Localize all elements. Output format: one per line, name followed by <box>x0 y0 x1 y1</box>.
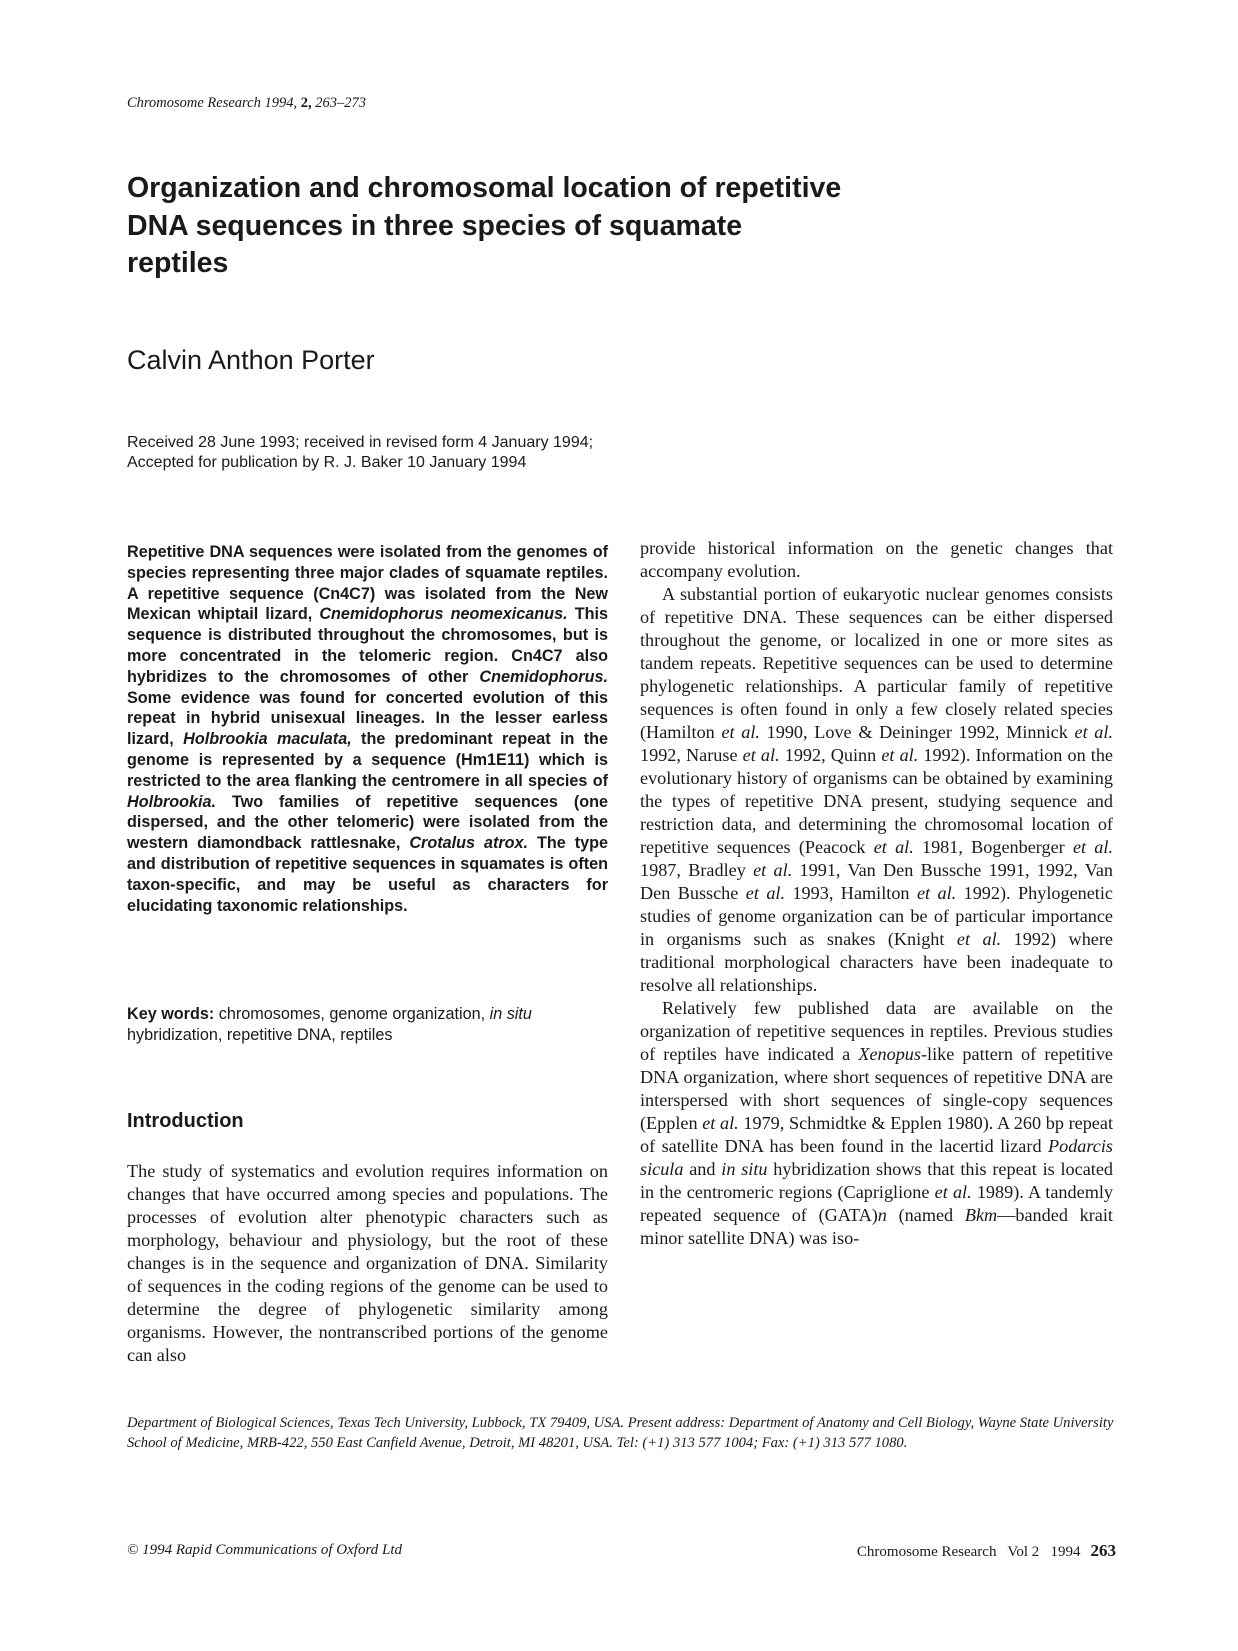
abstract-text: the predominant repeat in the genome is represented by a sequence (Hm1E11) which is restricted to the area flanking the centromere in all species of <box>127 730 608 790</box>
right-column <box>640 537 1113 1250</box>
body-paragraph: A substantial portion of eukaryotic nuclear genomes consists of repetitive DNA. These sequences can be either dispersed throughout the genome, or localized in one or more sites as tandem repeats. Repetitive sequences can be used to determine phylogenetic relationships. A particular family of repetitive sequences is often found in only a few closely related species (Hamilton et al. 1990, Love & Deininger 1992, Minnick et al. 1992, Naruse et al. 1992, Quinn et al. 1992). Information on the evolutionary history of organisms can be obtained by examining the types of repetitive DNA present, studying sequence and restriction data, and determining the chromosomal location of repetitive sequences (Peacock et al. 1981, Bogenberger et al. 1987, Bradley et al. 1991, Van Den Bussche 1991, 1992, Van Den Bussche et al. 1993, Hamilton et al. 1992). Phylogenetic studies of genome organization can be of particular importance in organisms such as snakes (Knight et al. 1992) where traditional morphological characters have been inadequate to resolve all relationships. <box>640 584 1114 995</box>
abstract-text: This sequence is distributed throughout the chromosomes, but is more concentrated in the telomeric region. Cn4C7 also hybridizes to the chromosomes of other <box>127 605 609 686</box>
species-name: Cnemidophorus neomexicanus. <box>319 605 568 624</box>
page-number: 263 <box>1090 1541 1116 1560</box>
species-name: Crotalus atrox. <box>409 834 529 853</box>
section-heading-introduction: Introduction <box>127 1110 244 1132</box>
abstract <box>127 542 608 916</box>
species-name: Cnemidophorus. <box>479 667 608 686</box>
received-dates: Received 28 June 1993; received in revised form 4 January 1994; <box>127 434 594 451</box>
body-paragraph: Relatively few published data are available on the organization of repetitive sequences in reptiles. Previous studies of reptiles have indicated a Xenopus-like pattern of repetitive DNA organization, where short sequences of repetitive DNA are interspersed with short sequences of single-copy sequences (Epplen et al. 1979, Schmidtke & Epplen 1980). A 260 bp repeat of satellite DNA has been found in the lacertid lizard Podarcis sicula and in situ hybridization shows that this repeat is located in the centromeric regions (Capriglione et al. 1989). A tandemly repeated sequence of (GATA)n (named Bkm—banded krait minor satellite DNA) was iso- <box>640 998 1113 1248</box>
species-name: Holbrookia maculata, <box>183 730 352 749</box>
accepted-date: Accepted for publication by R. J. Baker 10 January 1994 <box>127 454 527 471</box>
abstract-text: Repetitive DNA sequences were isolated from the genomes of species representing three major clades of squamate reptiles. A repetitive sequence (Cn4C7) was isolated from the New Mexican whiptail lizard, <box>127 543 608 624</box>
journal-pages: 263–273 <box>315 95 366 111</box>
journal-name: Chromosome Research <box>127 95 261 111</box>
keywords-text: chromosomes, genome organization, <box>214 1005 490 1023</box>
author-affiliation: Department of Biological Sciences, Texas Tech University, Lubbock, TX 79409, USA. Present address: Department of Anatomy and Cell Biology, Wayne State University School of Medicine, MRB-422, 550 East Canfield Avenue, Detroit, MI 48201, USA. Tel: (+1) 313 577 1004; Fax: (+1) 313 577 1080. <box>127 1415 1114 1451</box>
journal-year: 1994, <box>264 95 298 111</box>
keywords <box>127 1004 608 1046</box>
journal-volume: 2, <box>300 95 312 111</box>
introduction-paragraph: The study of systematics and evolution requires information on changes that have occurred among species and populations. The processes of evolution alter phenotypic characters such as morphology, behaviour and physiology, but the root of these changes is in the sequence and organization of DNA. Similarity of sequences in the coding regions of the genome can be used to determine the degree of phylogenetic similarity among organisms. However, the nontranscribed portions of the genome can also <box>127 1161 608 1365</box>
keywords-italic: in situ <box>489 1005 532 1023</box>
author-name: Calvin Anthon Porter <box>127 345 375 375</box>
abstract-text: The type and distribution of repetitive sequences in squamates is often taxon-specific, and may be useful as characters for elucidating taxonomic relationships. <box>127 834 608 915</box>
abstract-text: Two families of repetitive sequences (one dispersed, and the other telomeric) were isolated from the western diamondback rattlesnake, <box>127 792 608 853</box>
keywords-label: Key words: <box>127 1005 215 1023</box>
keywords-text: hybridization, repetitive DNA, reptiles <box>127 1026 393 1044</box>
footer-journal-info <box>857 1541 1116 1561</box>
publication-dates <box>127 433 593 473</box>
paper-title: Organization and chromosomal location of repetitive DNA sequences in three species of squamate reptiles <box>127 172 842 279</box>
abstract-text: Some evidence was found for concerted evolution of this repeat in hybrid unisexual lineages. In the lesser earless lizard, <box>127 688 608 749</box>
body-paragraph: provide historical information on the genetic changes that accompany evolution. <box>640 538 1113 581</box>
species-name: Holbrookia. <box>127 792 217 811</box>
copyright-notice: © 1994 Rapid Communications of Oxford Ltd <box>127 1542 403 1558</box>
journal-reference <box>127 95 366 112</box>
footer-journal-name: Chromosome Research Vol 2 1994 <box>856 1544 1081 1560</box>
